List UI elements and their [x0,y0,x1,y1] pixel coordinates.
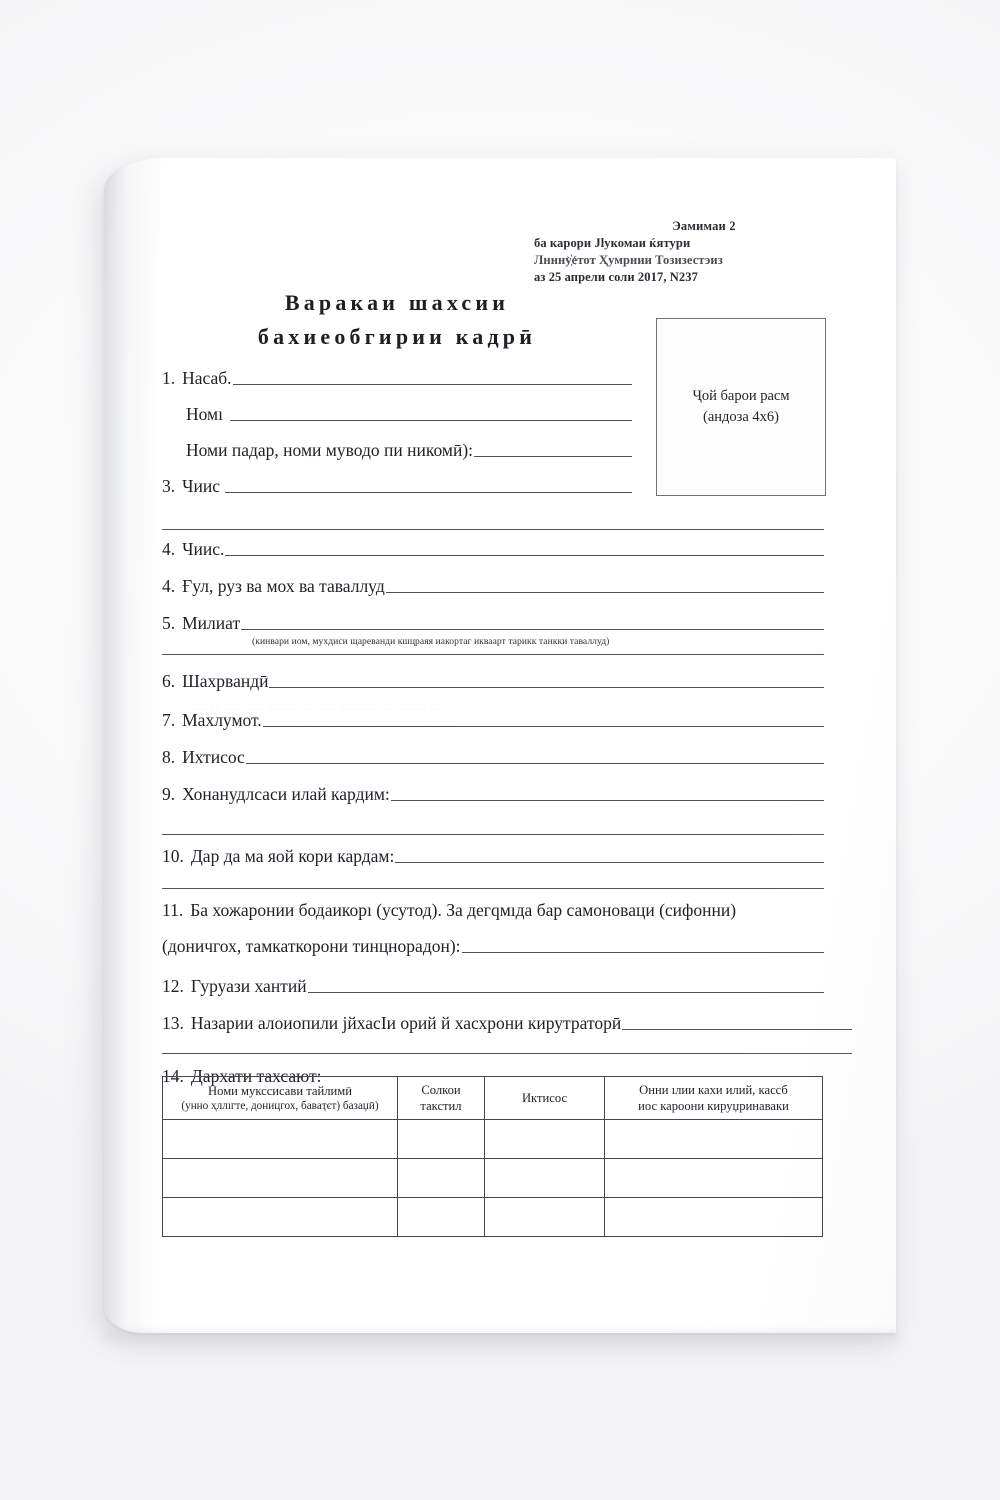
table-col-qualification-sub: иос кароони кируџринаваки [638,1099,789,1113]
field-row-9 [162,710,824,730]
field-row-16 [162,1013,852,1033]
field-5-input-rule[interactable] [225,555,824,556]
field-4-number: 3. [162,476,176,496]
field-11-number: 9. [162,784,176,804]
field-1-label: Насаб. [182,368,232,388]
table-col-institution-sub: (унно ҳллıгте, доницгох, баваҭєт) базаџӣ) [181,1099,379,1112]
field-row-4 [162,476,632,496]
table-col-qualification-main: Онни ıлии кахи илий, кассб [639,1083,788,1097]
field-row-13 [162,900,852,920]
field-row-8 [162,671,824,691]
field-9-number: 7. [162,710,176,730]
field-row-10 [162,747,824,767]
table-row[interactable] [163,1159,823,1198]
page-title-line-2: бахиеобгирии кадрӣ [257,324,537,349]
table-cell[interactable] [605,1120,823,1159]
field-3-label: Номи падар, номи муводо пи никомӣ): [186,440,474,460]
continuation-rule-3[interactable] [162,834,824,835]
table-col-specialty-main: Иктисос [521,1091,568,1105]
field-row-2 [186,404,632,424]
field-12-input-rule[interactable] [395,862,824,863]
field-row-11 [162,784,824,804]
table-cell[interactable] [163,1198,398,1237]
table-cell[interactable] [605,1198,823,1237]
continuation-rule-4[interactable] [162,888,824,889]
field-6-input-rule[interactable] [386,592,824,593]
continuation-rule-1[interactable] [162,529,824,530]
continuation-rule-2[interactable] [162,654,824,655]
field-3-input-rule[interactable] [474,456,632,457]
field-11-label: Хонанудлсаси илай кардим: [182,784,390,804]
table-cell[interactable] [605,1159,823,1198]
table-cell[interactable] [398,1198,485,1237]
field-13-number: 11. [162,900,184,920]
paper-sheet [104,158,896,1333]
field-6-label: Ғул, руз ва мох ва таваллуд [182,576,385,596]
field-10-input-rule[interactable] [246,763,824,764]
field-10-label: Ихтисос [182,747,245,767]
field-7-number: 5. [162,613,176,633]
table-col-specialty [485,1077,605,1120]
field-12-number: 10. [162,846,184,866]
field-8-number: 6. [162,671,176,691]
continuation-rule-5[interactable] [162,1053,852,1054]
photo-box-line-2: (андоза 4х6) [702,409,780,425]
field-2-input-rule[interactable] [230,420,632,421]
table-col-years [398,1077,485,1120]
field-7-input-rule[interactable] [241,629,824,630]
showthrough-ghost-1: ··· ·· ····· ···· ······· ·· ····· ········ ···· ······ ·· [194,702,440,716]
photo-box-line-1: Ҷой барои расм [692,388,790,404]
table-col-years-main: Солкои [421,1083,461,1097]
table-col-institution [163,1077,398,1120]
nationality-caption: (кинвари иом, мухдиси щареванди кшцраяя иакортаг икваарт тарикк танкки таваллуд) [252,636,610,647]
field-17-number: 14. [162,1066,184,1086]
table-cell[interactable] [398,1159,485,1198]
field-9-label: Махлумот. [182,710,262,730]
field-15-label: Гуруази хантий [190,976,307,996]
field-6-number: 4. [162,576,176,596]
table-cell[interactable] [485,1159,605,1198]
field-14-label: (доничгох, тамкаткорони тинцнорадон): [162,936,461,956]
field-5-label: Чиис. [182,539,225,559]
field-row-3 [186,440,632,460]
table-body [163,1120,823,1237]
header-line-2: ба карори Jlукомаи ќятури [534,236,691,250]
table-col-institution-main: Номи мукссисави тайлимӣ [208,1083,352,1098]
field-13-label: Ба хожаронии бодаикорı (усутод). За дегqмıда бар самоноваци (сифонни) [190,900,737,920]
field-14-input-rule[interactable] [462,952,824,953]
field-11-input-rule[interactable] [391,800,824,801]
showthrough-ghost-2: ······ ····· ···· ·· ········· ······ ······· ···· [244,718,457,732]
field-row-14 [162,936,824,956]
table-cell[interactable] [398,1120,485,1159]
field-15-number: 12. [162,976,184,996]
field-12-label: Дар да ма яой кори кардам: [190,846,395,866]
table-row[interactable] [163,1120,823,1159]
field-16-input-rule[interactable] [622,1029,852,1030]
field-15-input-rule[interactable] [308,992,824,993]
field-4-label: Чиис [182,476,220,496]
page-title [162,286,632,354]
header-line-1: Эамимаи 2 [672,219,736,233]
header-line-4: аз 25 апрели соли 2017, N237 [534,270,698,284]
table-cell[interactable] [163,1120,398,1159]
field-row-12 [162,846,824,866]
field-7-label: Милиат [182,613,241,633]
field-16-label: Назарии алоиопили јйхасӀи орий й хасхрони кирутраторӣ [190,1013,622,1033]
table-cell[interactable] [485,1198,605,1237]
document-header [534,218,874,286]
field-1-input-rule[interactable] [233,384,632,385]
form-page [104,158,896,1333]
field-row-1 [162,368,632,388]
table-cell[interactable] [485,1120,605,1159]
table-header-row [163,1077,823,1120]
field-5-number: 4. [162,539,176,559]
field-4-input-rule[interactable] [225,492,632,493]
header-line-3: Лннну҉етот Ҳумрнии Тозизестэиз [534,253,723,267]
field-9-input-rule[interactable] [263,726,824,727]
field-8-input-rule[interactable] [269,687,824,688]
field-row-6 [162,576,824,596]
field-16-number: 13. [162,1013,184,1033]
field-8-label: Шахрвандӣ [182,671,269,691]
page-title-line-1: Варакаи шахсии [284,290,510,315]
field-17-label: Дархати тахсают: [190,1066,322,1086]
education-table [162,1076,823,1237]
field-row-15 [162,976,824,996]
field-2-label: Номı [186,404,223,424]
table-row[interactable] [163,1198,823,1237]
field-10-number: 8. [162,747,176,767]
table-col-years-sub: такстил [420,1099,462,1113]
photo-placeholder-box [656,318,826,496]
table-cell[interactable] [163,1159,398,1198]
field-row-5 [162,539,824,559]
field-1-number: 1. [162,368,176,388]
table-col-qualification [605,1077,823,1120]
field-row-7 [162,613,824,633]
